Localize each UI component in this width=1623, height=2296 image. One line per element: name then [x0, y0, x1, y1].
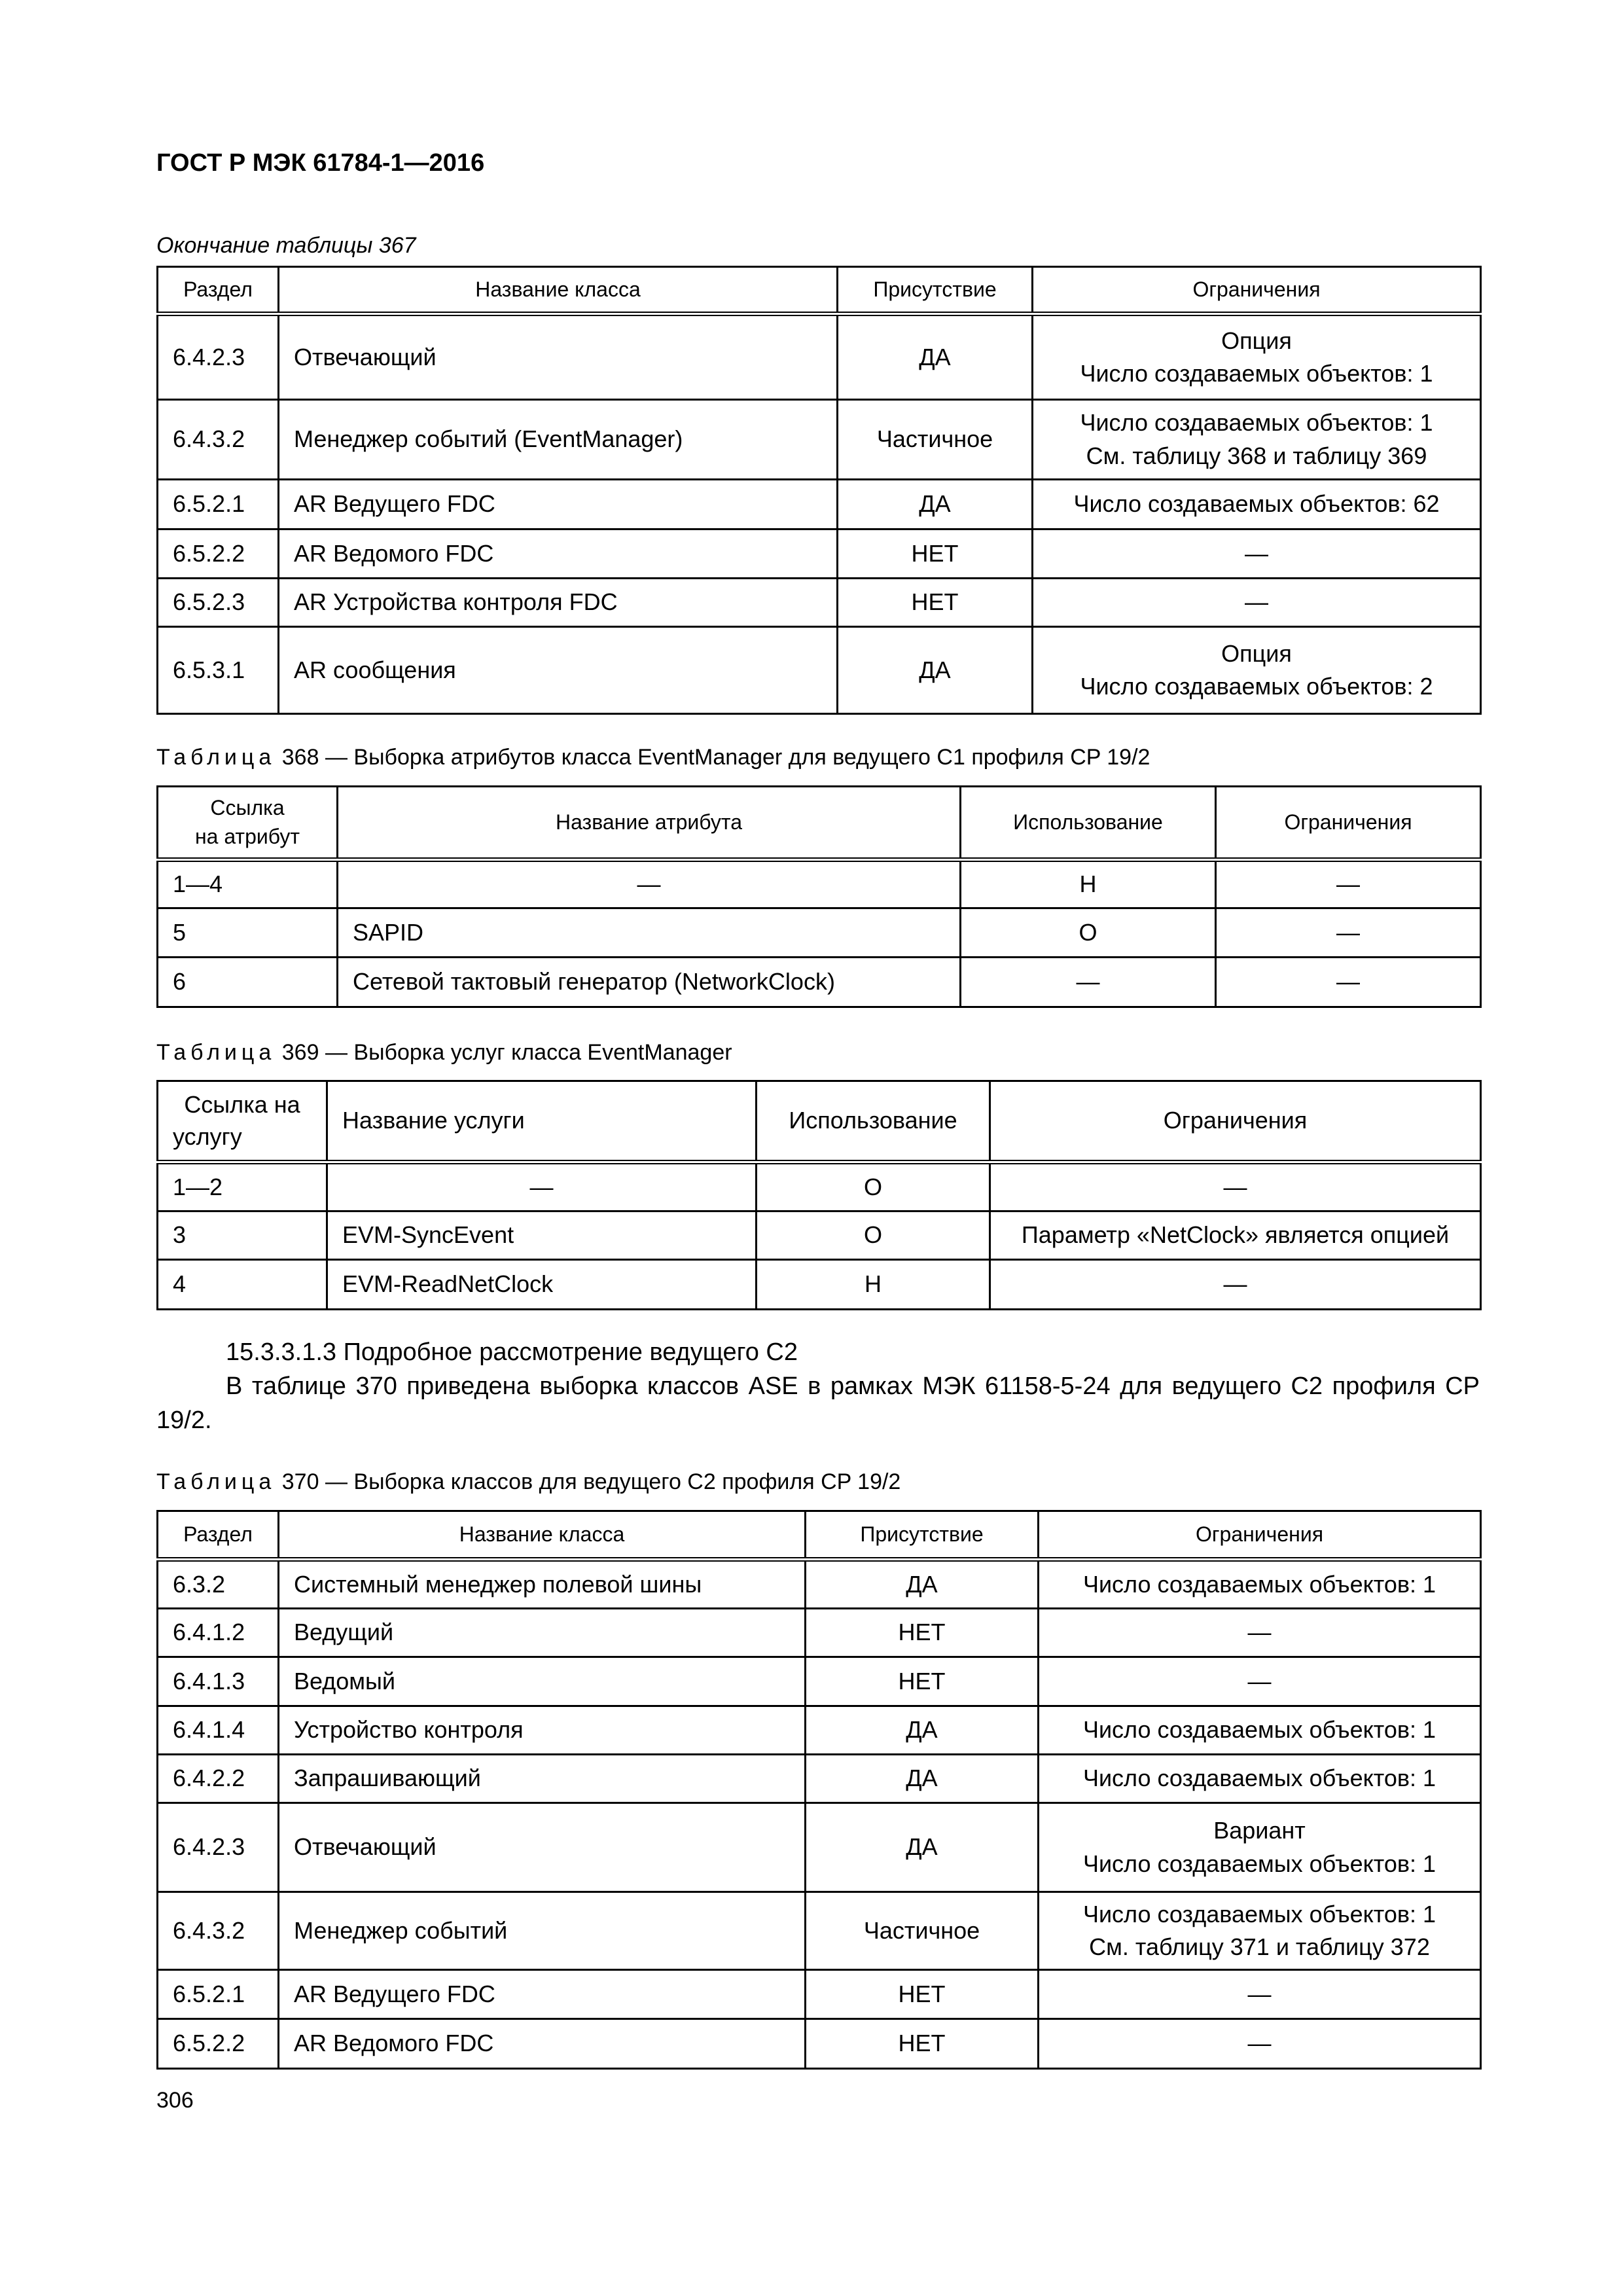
- table-cell: —: [338, 860, 961, 908]
- table-row: [158, 1970, 1481, 2019]
- table-cell: Вариант Число создаваемых объектов: 1: [1039, 1803, 1481, 1892]
- table-row: [158, 1609, 1481, 1657]
- section-paragraph: В таблице 370 приведена выборка классов ASE в рамках МЭК 61158-5-24 для ведущего С2 профиля CP 19/2.: [156, 1372, 1480, 1434]
- table-cell: EVM-SyncEvent: [327, 1211, 757, 1260]
- column-header: Ограничения: [1216, 787, 1481, 860]
- table-row: [158, 908, 1481, 958]
- table-cell: НЕТ: [838, 529, 1033, 579]
- table-cell: 6.4.1.3: [158, 1657, 279, 1706]
- table-cell: —: [327, 1162, 757, 1211]
- table-row: [158, 400, 1481, 480]
- table-row: [158, 1260, 1481, 1310]
- section-text: [156, 1335, 1480, 1437]
- table-row: [158, 480, 1481, 529]
- table-cell: 6.4.1.2: [158, 1609, 279, 1657]
- table-369: [156, 1080, 1482, 1310]
- table-cell: ДА: [806, 1560, 1039, 1609]
- table-cell: —: [1039, 2019, 1481, 2069]
- table-cell: Устройство контроля: [279, 1706, 806, 1755]
- table-cell: Н: [961, 860, 1216, 908]
- table-cell: —: [990, 1260, 1481, 1310]
- table-cell: Опция Число создаваемых объектов: 1: [1033, 314, 1481, 400]
- table-cell: Менеджер событий: [279, 1892, 806, 1970]
- table-cell: —: [1033, 579, 1481, 627]
- table-cell: ДА: [838, 314, 1033, 400]
- table-cell: 6.5.2.2: [158, 2019, 279, 2069]
- table-cell: НЕТ: [838, 579, 1033, 627]
- column-header: Раздел: [158, 1511, 279, 1560]
- table-cell: —: [1039, 1970, 1481, 2019]
- column-header: Использование: [757, 1081, 990, 1162]
- table-cell: ДА: [806, 1755, 1039, 1803]
- table-cell: —: [1216, 958, 1481, 1007]
- table-cell: НЕТ: [806, 1970, 1039, 2019]
- column-header: Раздел: [158, 267, 279, 314]
- table-cell: 6.5.2.1: [158, 1970, 279, 2019]
- table-cell: —: [990, 1162, 1481, 1211]
- table-cell: AR Ведомого FDC: [279, 2019, 806, 2069]
- table-cell: Ведомый: [279, 1657, 806, 1706]
- table-cell: О: [961, 908, 1216, 958]
- caption-text: 370 — Выборка классов для ведущего С2 профиля CP 19/2: [281, 1469, 901, 1494]
- table-row: [158, 1892, 1481, 1970]
- table-row: [158, 579, 1481, 627]
- table-row: [158, 958, 1481, 1007]
- page-number: 306: [156, 2088, 194, 2113]
- document-header: ГОСТ Р МЭК 61784-1—2016: [156, 149, 485, 177]
- table-header-row: [158, 1511, 1481, 1560]
- table-cell: Число создаваемых объектов: 1 См. таблицу 371 и таблицу 372: [1039, 1892, 1481, 1970]
- column-header: Использование: [961, 787, 1216, 860]
- table-cell: 6.5.2.1: [158, 480, 279, 529]
- table-cell: 6.5.3.1: [158, 627, 279, 714]
- table-cell: —: [1033, 529, 1481, 579]
- table-cell: ДА: [838, 627, 1033, 714]
- table-row: [158, 314, 1481, 400]
- table-cell: Число создаваемых объектов: 1 См. таблицу 368 и таблицу 369: [1033, 400, 1481, 480]
- table-cell: Запрашивающий: [279, 1755, 806, 1803]
- table-cell: Число создаваемых объектов: 62: [1033, 480, 1481, 529]
- table-row: [158, 1657, 1481, 1706]
- table-cell: AR Ведомого FDC: [279, 529, 838, 579]
- table-cell: 6.4.2.2: [158, 1755, 279, 1803]
- column-header: Присутствие: [806, 1511, 1039, 1560]
- table-368-caption: [156, 745, 1150, 770]
- table-cell: —: [1039, 1609, 1481, 1657]
- table-cell: 6.4.1.4: [158, 1706, 279, 1755]
- table-cell: AR Ведущего FDC: [279, 1970, 806, 2019]
- table-cell: Отвечающий: [279, 314, 838, 400]
- table-cell: 1—2: [158, 1162, 327, 1211]
- table-cell: НЕТ: [806, 2019, 1039, 2069]
- table-cell: Число создаваемых объектов: 1: [1039, 1560, 1481, 1609]
- table-cell: Н: [757, 1260, 990, 1310]
- table-cell: О: [757, 1211, 990, 1260]
- table-cell: Сетевой тактовый генератор (NetworkClock): [338, 958, 961, 1007]
- table-cell: Ведущий: [279, 1609, 806, 1657]
- table-cell: Отвечающий: [279, 1803, 806, 1892]
- table-cell: ДА: [806, 1803, 1039, 1892]
- column-header: Ссылка на услугу: [158, 1081, 327, 1162]
- table-cell: Системный менеджер полевой шины: [279, 1560, 806, 1609]
- table-cell: SAPID: [338, 908, 961, 958]
- table-cell: ДА: [806, 1706, 1039, 1755]
- table-cell: Число создаваемых объектов: 1: [1039, 1755, 1481, 1803]
- column-header: Присутствие: [838, 267, 1033, 314]
- table-row: [158, 1803, 1481, 1892]
- table-cell: 6.4.2.3: [158, 314, 279, 400]
- caption-label: Таблица: [156, 1040, 276, 1065]
- column-header: Название услуги: [327, 1081, 757, 1162]
- table-cell: AR Устройства контроля FDC: [279, 579, 838, 627]
- table-cell: 4: [158, 1260, 327, 1310]
- table-cell: ДА: [838, 480, 1033, 529]
- table-header-row: [158, 787, 1481, 860]
- column-header: Ограничения: [990, 1081, 1481, 1162]
- column-header: Название класса: [279, 1511, 806, 1560]
- table-row: [158, 1755, 1481, 1803]
- table-cell: Частичное: [838, 400, 1033, 480]
- table-370: [156, 1510, 1482, 2070]
- caption-text: 369 — Выборка услуг класса EventManager: [281, 1040, 732, 1065]
- table-cell: НЕТ: [806, 1657, 1039, 1706]
- table-367: [156, 266, 1482, 715]
- table-369-caption: [156, 1040, 732, 1066]
- table-row: [158, 860, 1481, 908]
- table-row: [158, 1162, 1481, 1211]
- table-cell: НЕТ: [806, 1609, 1039, 1657]
- caption-label: Таблица: [156, 1469, 276, 1494]
- table-row: [158, 1211, 1481, 1260]
- table-cell: 6.5.2.2: [158, 529, 279, 579]
- table-cell: 6.4.3.2: [158, 400, 279, 480]
- table-370-caption: [156, 1469, 901, 1495]
- table-cell: 6.3.2: [158, 1560, 279, 1609]
- table-cell: Опция Число создаваемых объектов: 2: [1033, 627, 1481, 714]
- table-cell: Число создаваемых объектов: 1: [1039, 1706, 1481, 1755]
- table-row: [158, 2019, 1481, 2069]
- table-367-caption: Окончание таблицы 367: [156, 233, 416, 258]
- table-cell: 3: [158, 1211, 327, 1260]
- table-368: [156, 785, 1482, 1008]
- table-cell: —: [961, 958, 1216, 1007]
- column-header: Ссылка на атрибут: [158, 787, 338, 860]
- caption-label: Таблица: [156, 745, 276, 770]
- table-cell: Частичное: [806, 1892, 1039, 1970]
- table-cell: 5: [158, 908, 338, 958]
- table-cell: EVM-ReadNetClock: [327, 1260, 757, 1310]
- column-header: Ограничения: [1039, 1511, 1481, 1560]
- table-cell: AR Ведущего FDC: [279, 480, 838, 529]
- table-cell: О: [757, 1162, 990, 1211]
- table-row: [158, 627, 1481, 714]
- table-cell: AR сообщения: [279, 627, 838, 714]
- table-header-row: [158, 267, 1481, 314]
- table-cell: 6.4.3.2: [158, 1892, 279, 1970]
- table-cell: 1—4: [158, 860, 338, 908]
- column-header: Название атрибута: [338, 787, 961, 860]
- table-cell: —: [1216, 860, 1481, 908]
- table-cell: 6.4.2.3: [158, 1803, 279, 1892]
- caption-text: 368 — Выборка атрибутов класса EventManager для ведущего C1 профиля CP 19/2: [281, 745, 1150, 770]
- table-cell: 6: [158, 958, 338, 1007]
- table-cell: Менеджер событий (EventManager): [279, 400, 838, 480]
- table-cell: 6.5.2.3: [158, 579, 279, 627]
- table-row: [158, 1706, 1481, 1755]
- section-heading: 15.3.3.1.3 Подробное рассмотрение ведущего С2: [226, 1338, 798, 1366]
- column-header: Название класса: [279, 267, 838, 314]
- table-header-row: [158, 1081, 1481, 1162]
- table-row: [158, 529, 1481, 579]
- table-cell: Параметр «NetClock» является опцией: [990, 1211, 1481, 1260]
- table-cell: —: [1216, 908, 1481, 958]
- column-header: Ограничения: [1033, 267, 1481, 314]
- table-row: [158, 1560, 1481, 1609]
- table-cell: —: [1039, 1657, 1481, 1706]
